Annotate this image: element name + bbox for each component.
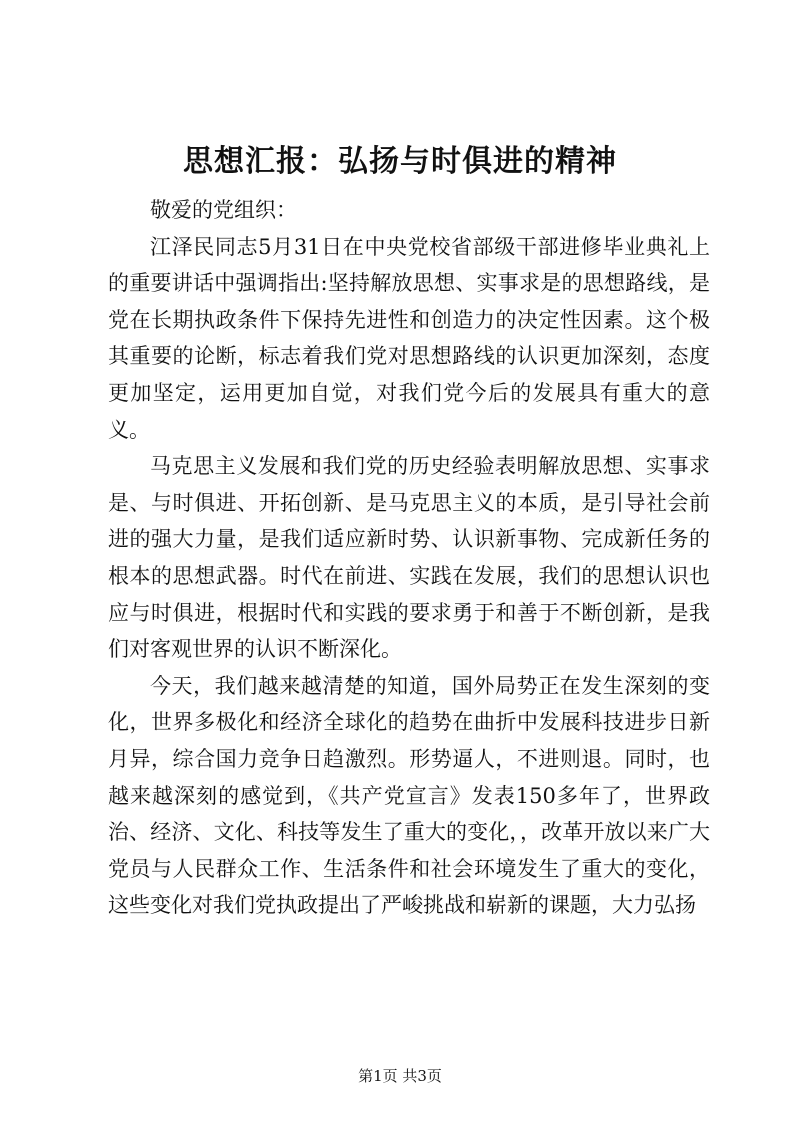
body-paragraph-2: 马克思主义发展和我们党的历史经验表明解放思想、实事求是、与时俱进、开拓创新、是马克思主义的本质，是引导社会前进的强大力量，是我们适应新时势、认识新事物、完成新任务的根本的思想武器。时代在前进、实践在发展，我们的思想认识也应与时俱进，根据时代和实践的要求勇于和善于不断创新，是我们对客观世界的认识不断深化。 — [108, 454, 710, 662]
document-body — [108, 192, 710, 924]
document-title: 思想汇报：弘扬与时俱进的精神 — [183, 144, 617, 179]
page-footer: 第1页 共3页 — [358, 1067, 442, 1085]
body-paragraph-1: 江泽民同志5月31日在中央党校省部级干部进修毕业典礼上的重要讲话中强调指出:坚持解放思想、实事求是的思想路线，是党在长期执政条件下保持先进性和创造力的决定性因素。这个极其重要的论断，标志着我们党对思想路线的认识更加深刻，态度更加坚定，运用更加自觉，对我们党今后的发展具有重大的意义。 — [108, 234, 710, 442]
body-paragraph-3: 今天，我们越来越清楚的知道，国外局势正在发生深刻的变化，世界多极化和经济全球化的趋势在曲折中发展科技进步日新月异，综合国力竞争日趋激烈。形势逼人，不进则退。同时，也越来越深刻的感觉到，《共产党宣言》发表150多年了，世界政治、经济、文化、科技等发生了重大的变化，，改革开放以来广大党员与人民群众工作、生活条件和社会环境发生了重大的变化，这些变化对我们党执政提出了严峻挑战和崭新的课题，大力弘扬 — [108, 673, 710, 918]
salutation: 敬爱的党组织： — [150, 198, 297, 222]
